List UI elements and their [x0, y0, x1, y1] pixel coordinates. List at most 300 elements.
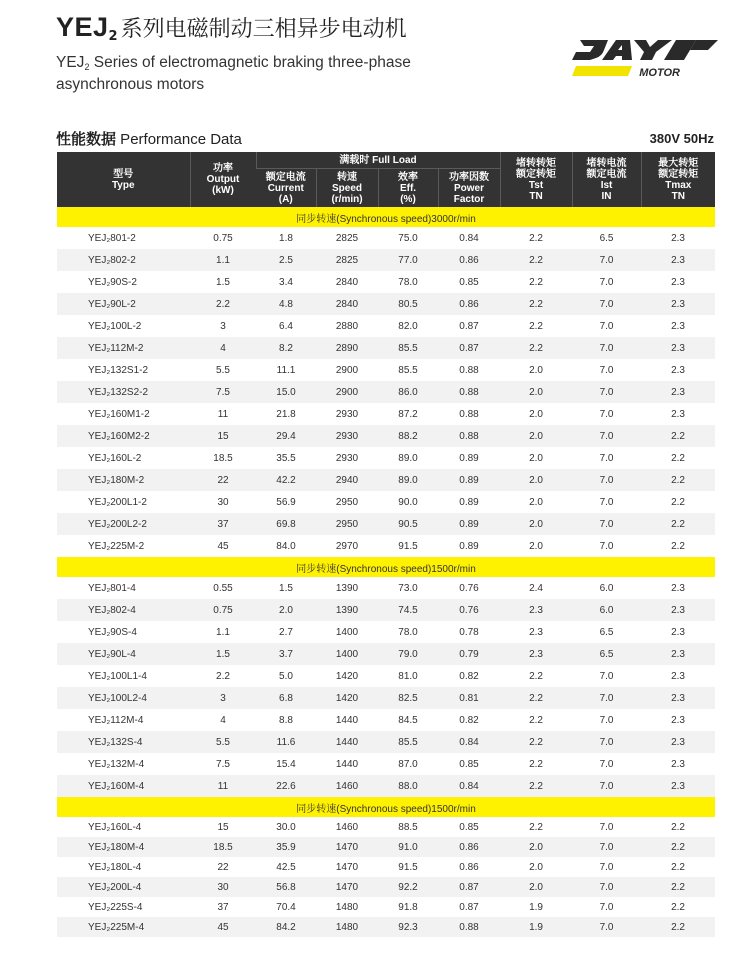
cell-ist-in: 7.0 — [599, 714, 614, 726]
cell-output: 3 — [190, 687, 256, 709]
cell-efficiency: 81.0 — [398, 670, 418, 682]
cell-model: YEJ₂225M-4 — [57, 917, 190, 937]
table-row — [57, 535, 715, 557]
cell-speed: 2900 — [335, 364, 359, 376]
cell-power-factor: 0.86 — [438, 249, 500, 271]
table-row — [57, 315, 715, 337]
cell-current: 42.5 — [276, 861, 296, 873]
table-row — [57, 775, 715, 797]
cell-output: 3 — [220, 320, 226, 332]
cell-efficiency: 80.5 — [378, 293, 438, 315]
cell-current: 4.8 — [256, 293, 316, 315]
cell-output: 37 — [190, 513, 256, 535]
cell-speed: 2930 — [335, 408, 359, 420]
cell-current: 69.8 — [256, 513, 316, 535]
cell-current: 11.6 — [256, 731, 316, 753]
cell-power-factor: 0.85 — [459, 821, 479, 833]
cell-tst-tn: 2.0 — [500, 469, 572, 491]
cell-output: 22 — [217, 861, 229, 873]
cell-tmax-tn: 2.3 — [641, 687, 715, 709]
cell-current: 42.2 — [256, 469, 316, 491]
cell-power-factor: 0.84 — [459, 232, 479, 244]
cell-tst-tn: 2.0 — [529, 496, 543, 508]
cell-efficiency: 73.0 — [398, 582, 418, 594]
cell-efficiency: 82.0 — [398, 320, 418, 332]
header-current: 额定电流 Current (A) — [256, 169, 316, 208]
cell-efficiency: 84.5 — [398, 714, 418, 726]
cell-model: YEJ₂802-2 — [57, 249, 190, 271]
cell-efficiency: 85.5 — [378, 731, 438, 753]
cell-ist-in: 6.5 — [599, 232, 614, 244]
cell-model: YEJ₂132S-4 — [57, 731, 190, 753]
cell-output: 30 — [217, 496, 229, 508]
cell-current: 21.8 — [276, 408, 296, 420]
cell-power-factor: 0.82 — [459, 714, 479, 726]
cell-tst-tn: 2.2 — [529, 714, 543, 726]
cell-ist-in: 7.0 — [572, 425, 641, 447]
cell-tst-tn: 2.3 — [500, 643, 572, 665]
table-row — [57, 897, 715, 917]
cell-tmax-tn: 2.3 — [671, 276, 685, 288]
cell-tmax-tn: 2.3 — [641, 337, 715, 359]
cell-tst-tn: 2.2 — [500, 293, 572, 315]
synchronous-speed-label: 同步转速(Synchronous speed)1500r/min — [57, 797, 715, 817]
cell-efficiency: 88.2 — [378, 425, 438, 447]
cell-ist-in: 7.0 — [572, 469, 641, 491]
cell-efficiency: 90.5 — [378, 513, 438, 535]
cell-tmax-tn: 2.2 — [671, 861, 685, 873]
section-header-row — [57, 207, 715, 227]
table-row — [57, 381, 715, 403]
cell-output: 1.1 — [216, 626, 230, 638]
table-row — [57, 917, 715, 937]
cell-tmax-tn: 2.2 — [641, 425, 715, 447]
cell-tst-tn: 2.2 — [500, 687, 572, 709]
cell-ist-in: 7.0 — [572, 513, 641, 535]
header-speed: 转速 Speed (r/min) — [316, 169, 378, 208]
cell-speed: 1470 — [316, 877, 378, 897]
cell-speed: 1440 — [335, 758, 359, 770]
cell-speed: 1400 — [335, 626, 359, 638]
cell-power-factor: 0.87 — [438, 877, 500, 897]
cell-current: 30.0 — [276, 821, 296, 833]
synchronous-speed-label: 同步转速(Synchronous speed)3000r/min — [57, 207, 715, 227]
cell-speed: 1440 — [316, 731, 378, 753]
cell-tmax-tn: 2.3 — [671, 714, 685, 726]
cell-model: YEJ₂90L-4 — [57, 643, 190, 665]
cell-ist-in: 6.5 — [599, 626, 614, 638]
cell-power-factor: 0.84 — [438, 731, 500, 753]
table-row — [57, 599, 715, 621]
cell-model: YEJ₂90S-4 — [88, 626, 137, 638]
cell-efficiency: 91.5 — [398, 540, 418, 552]
cell-efficiency: 85.5 — [398, 364, 418, 376]
table-row — [57, 817, 715, 837]
cell-output: 5.5 — [190, 731, 256, 753]
table-row — [57, 621, 715, 643]
cell-tst-tn: 2.0 — [500, 513, 572, 535]
cell-model: YEJ₂802-4 — [57, 599, 190, 621]
cell-efficiency: 82.5 — [378, 687, 438, 709]
table-row — [57, 447, 715, 469]
cell-tmax-tn: 2.3 — [671, 582, 685, 594]
cell-ist-in: 7.0 — [599, 670, 614, 682]
table-row — [57, 271, 715, 293]
cell-output: 1.5 — [190, 643, 256, 665]
cell-current: 35.9 — [256, 837, 316, 857]
cell-tst-tn: 1.9 — [529, 901, 543, 913]
cell-tst-tn: 2.2 — [500, 731, 572, 753]
cell-tmax-tn: 2.3 — [641, 731, 715, 753]
cell-tst-tn: 2.2 — [529, 670, 543, 682]
cell-current: 15.0 — [256, 381, 316, 403]
cell-tst-tn: 2.0 — [500, 837, 572, 857]
header-eff: 效率 Eff. (%) — [378, 169, 438, 208]
cell-power-factor: 0.88 — [438, 425, 500, 447]
cell-model: YEJ₂112M-4 — [88, 714, 144, 726]
cell-speed: 2825 — [335, 232, 359, 244]
cell-efficiency: 91.0 — [378, 837, 438, 857]
cell-ist-in: 7.0 — [572, 775, 641, 797]
cell-ist-in: 6.0 — [572, 599, 641, 621]
cell-model: YEJ₂200L-4 — [57, 877, 190, 897]
cell-output: 45 — [217, 540, 229, 552]
cell-output: 11 — [217, 408, 229, 420]
cell-speed: 2930 — [335, 452, 359, 464]
cell-efficiency: 79.0 — [378, 643, 438, 665]
cell-speed: 1400 — [316, 643, 378, 665]
cell-model: YEJ₂90L-2 — [57, 293, 190, 315]
cell-model: YEJ₂160M2-2 — [57, 425, 190, 447]
dayi-motor-logo — [572, 38, 718, 80]
cell-power-factor: 0.86 — [459, 861, 479, 873]
cell-output: 4 — [220, 714, 226, 726]
table-row — [57, 643, 715, 665]
cell-current: 5.0 — [279, 670, 293, 682]
cell-tmax-tn: 2.2 — [641, 917, 715, 937]
cell-output: 45 — [190, 917, 256, 937]
cell-ist-in: 7.0 — [599, 276, 614, 288]
cell-model: YEJ₂801-4 — [88, 582, 136, 594]
cell-efficiency: 92.2 — [378, 877, 438, 897]
cell-speed: 1390 — [335, 582, 359, 594]
cell-efficiency: 78.0 — [398, 276, 418, 288]
cell-speed: 2900 — [316, 381, 378, 403]
cell-tst-tn: 2.3 — [500, 599, 572, 621]
cell-efficiency: 92.3 — [378, 917, 438, 937]
cell-current: 56.8 — [256, 877, 316, 897]
cell-efficiency: 88.0 — [378, 775, 438, 797]
cell-ist-in: 7.0 — [572, 731, 641, 753]
cell-current: 29.4 — [256, 425, 316, 447]
cell-output: 0.75 — [213, 232, 233, 244]
cell-model: YEJ₂100L2-4 — [57, 687, 190, 709]
performance-table — [57, 152, 715, 937]
cell-model: YEJ₂200L2-2 — [57, 513, 190, 535]
table-row — [57, 359, 715, 381]
cell-tmax-tn: 2.2 — [641, 837, 715, 857]
cell-current: 1.5 — [279, 582, 293, 594]
cell-output: 4 — [190, 337, 256, 359]
cell-ist-in: 7.0 — [599, 408, 614, 420]
table-row — [57, 337, 715, 359]
cell-power-factor: 0.88 — [438, 381, 500, 403]
cell-efficiency: 87.0 — [398, 758, 418, 770]
cell-power-factor: 0.89 — [438, 469, 500, 491]
cell-tst-tn: 2.0 — [529, 452, 543, 464]
cell-tst-tn: 2.2 — [529, 232, 543, 244]
cell-power-factor: 0.86 — [438, 293, 500, 315]
cell-speed: 2950 — [316, 513, 378, 535]
cell-efficiency: 91.5 — [398, 861, 418, 873]
cell-output: 1.5 — [216, 276, 230, 288]
cell-power-factor: 0.85 — [459, 276, 479, 288]
cell-power-factor: 0.89 — [459, 540, 479, 552]
table-row — [57, 293, 715, 315]
cell-output: 18.5 — [213, 452, 233, 464]
cell-efficiency: 77.0 — [378, 249, 438, 271]
cell-tmax-tn: 2.3 — [671, 320, 685, 332]
cell-speed: 1470 — [316, 837, 378, 857]
cell-current: 3.7 — [256, 643, 316, 665]
cell-model: YEJ₂200L1-2 — [88, 496, 147, 508]
cell-model: YEJ₂160M-4 — [57, 775, 190, 797]
table-row — [57, 731, 715, 753]
cell-tmax-tn: 2.3 — [671, 232, 685, 244]
cell-efficiency: 87.2 — [398, 408, 418, 420]
cell-model: YEJ₂801-2 — [88, 232, 136, 244]
subtitle-line2: asynchronous motors — [56, 76, 205, 93]
cell-ist-in: 7.0 — [599, 861, 614, 873]
cell-output: 7.5 — [190, 381, 256, 403]
cell-ist-in: 7.0 — [572, 877, 641, 897]
table-row — [57, 665, 715, 687]
cell-tmax-tn: 2.3 — [641, 249, 715, 271]
header-tmax: 最大转矩 额定转矩 Tmax TN — [641, 152, 715, 207]
cell-speed: 2840 — [335, 276, 359, 288]
table-body — [57, 207, 715, 937]
cell-tmax-tn: 2.3 — [671, 364, 685, 376]
cell-current: 2.7 — [279, 626, 293, 638]
cell-tmax-tn: 2.3 — [641, 381, 715, 403]
cell-output: 5.5 — [216, 364, 230, 376]
cell-power-factor: 0.87 — [459, 320, 479, 332]
page-subtitle — [56, 54, 411, 94]
cell-model: YEJ₂100L-2 — [88, 320, 142, 332]
cell-model: YEJ₂132S1-2 — [88, 364, 149, 376]
cell-efficiency: 89.0 — [378, 469, 438, 491]
table-row — [57, 577, 715, 599]
cell-tst-tn: 2.0 — [500, 381, 572, 403]
cell-current: 8.2 — [256, 337, 316, 359]
table-row — [57, 227, 715, 249]
cell-tmax-tn: 2.3 — [671, 758, 685, 770]
cell-efficiency: 89.0 — [398, 452, 418, 464]
cell-output: 7.5 — [216, 758, 230, 770]
section-title-en: Performance Data — [116, 131, 242, 148]
cell-tst-tn: 2.2 — [500, 775, 572, 797]
cell-model: YEJ₂160L-2 — [88, 452, 142, 464]
cell-efficiency: 91.8 — [398, 901, 418, 913]
cell-current: 15.4 — [276, 758, 296, 770]
cell-current: 3.4 — [279, 276, 293, 288]
cell-tst-tn: 2.0 — [529, 408, 543, 420]
cell-model: YEJ₂132M-4 — [88, 758, 145, 770]
cell-tst-tn: 1.9 — [500, 917, 572, 937]
cell-current: 2.0 — [256, 599, 316, 621]
cell-speed: 1480 — [316, 917, 378, 937]
logo-motor-text: MOTOR — [639, 67, 680, 79]
cell-current: 6.4 — [279, 320, 293, 332]
cell-efficiency: 75.0 — [398, 232, 418, 244]
table-row — [57, 513, 715, 535]
cell-speed: 2840 — [316, 293, 378, 315]
cell-power-factor: 0.88 — [459, 364, 479, 376]
cell-ist-in: 7.0 — [572, 687, 641, 709]
cell-current: 2.5 — [256, 249, 316, 271]
cell-model: YEJ₂132S2-2 — [57, 381, 190, 403]
cell-output: 15 — [217, 821, 229, 833]
cell-tst-tn: 2.2 — [529, 276, 543, 288]
cell-model: YEJ₂225M-2 — [88, 540, 145, 552]
cell-tst-tn: 2.0 — [529, 364, 543, 376]
cell-current: 70.4 — [276, 901, 296, 913]
cell-output: 0.55 — [213, 582, 233, 594]
cell-tst-tn: 2.0 — [500, 877, 572, 897]
cell-model: YEJ₂160M1-2 — [88, 408, 150, 420]
cell-efficiency: 86.0 — [378, 381, 438, 403]
cell-power-factor: 0.78 — [459, 626, 479, 638]
table-row — [57, 837, 715, 857]
cell-power-factor: 0.89 — [459, 452, 479, 464]
cell-tmax-tn: 2.3 — [641, 775, 715, 797]
table-row — [57, 877, 715, 897]
cell-output: 37 — [217, 901, 229, 913]
cell-output: 18.5 — [190, 837, 256, 857]
cell-power-factor: 0.88 — [459, 408, 479, 420]
cell-speed: 2940 — [316, 469, 378, 491]
table-header — [57, 152, 715, 207]
cell-output: 22 — [190, 469, 256, 491]
cell-model: YEJ₂112M-2 — [57, 337, 190, 359]
section-title-zh: 性能数据 — [56, 130, 117, 148]
title-block — [56, 12, 411, 94]
cell-ist-in: 7.0 — [599, 821, 614, 833]
cell-tst-tn: 2.2 — [529, 320, 543, 332]
cell-ist-in: 7.0 — [572, 917, 641, 937]
cell-speed: 1460 — [335, 821, 359, 833]
cell-speed: 2825 — [316, 249, 378, 271]
cell-output: 30 — [190, 877, 256, 897]
cell-output: 2.2 — [190, 293, 256, 315]
cell-efficiency: 74.5 — [378, 599, 438, 621]
cell-tst-tn: 2.2 — [500, 337, 572, 359]
cell-tmax-tn: 2.2 — [671, 496, 685, 508]
table-row — [57, 425, 715, 447]
cell-speed: 1460 — [316, 775, 378, 797]
subtitle-model: YEJ — [56, 54, 85, 71]
cell-ist-in: 7.0 — [599, 320, 614, 332]
cell-model: YEJ₂100L1-4 — [88, 670, 147, 682]
cell-speed: 1390 — [316, 599, 378, 621]
cell-power-factor: 0.87 — [459, 901, 479, 913]
table-row — [57, 857, 715, 877]
cell-efficiency: 88.5 — [398, 821, 418, 833]
cell-tmax-tn: 2.3 — [641, 599, 715, 621]
cell-ist-in: 7.0 — [599, 452, 614, 464]
power-spec: 380V 50Hz — [649, 131, 714, 146]
cell-output: 11 — [190, 775, 256, 797]
cell-current: 22.6 — [256, 775, 316, 797]
cell-tmax-tn: 2.2 — [641, 469, 715, 491]
cell-model: YEJ₂180M-4 — [57, 837, 190, 857]
cell-tmax-tn: 2.3 — [641, 293, 715, 315]
cell-speed: 1440 — [335, 714, 359, 726]
header-type: 型号 Type — [57, 152, 190, 207]
header-tst: 堵转转矩 额定转矩 Tst TN — [500, 152, 572, 207]
cell-power-factor: 0.76 — [438, 599, 500, 621]
cell-current: 11.1 — [276, 364, 296, 376]
cell-tmax-tn: 2.3 — [671, 670, 685, 682]
subtitle-model-sub: 2 — [84, 62, 90, 72]
cell-tst-tn: 2.0 — [500, 425, 572, 447]
table-row — [57, 469, 715, 491]
cell-ist-in: 7.0 — [572, 337, 641, 359]
cell-tst-tn: 2.2 — [529, 758, 543, 770]
cell-ist-in: 7.0 — [599, 758, 614, 770]
cell-model: YEJ₂90S-2 — [88, 276, 137, 288]
cell-ist-in: 7.0 — [572, 249, 641, 271]
cell-output: 15 — [190, 425, 256, 447]
cell-current: 84.2 — [256, 917, 316, 937]
cell-model: YEJ₂160L-4 — [88, 821, 142, 833]
cell-speed: 2890 — [316, 337, 378, 359]
cell-ist-in: 6.0 — [599, 582, 614, 594]
cell-speed: 2970 — [335, 540, 359, 552]
cell-model: YEJ₂180M-2 — [57, 469, 190, 491]
cell-ist-in: 7.0 — [572, 293, 641, 315]
cell-power-factor: 0.82 — [459, 670, 479, 682]
table-row — [57, 687, 715, 709]
cell-tmax-tn: 2.3 — [671, 408, 685, 420]
cell-model: YEJ₂225S-4 — [88, 901, 143, 913]
synchronous-speed-label: 同步转速(Synchronous speed)1500r/min — [57, 557, 715, 577]
subtitle-line1: Series of electromagnetic braking three-phase — [89, 54, 411, 71]
section-header-row — [57, 797, 715, 817]
cell-tmax-tn: 2.2 — [641, 513, 715, 535]
cell-ist-in: 7.0 — [599, 901, 614, 913]
cell-efficiency: 90.0 — [398, 496, 418, 508]
section-title — [56, 128, 242, 149]
cell-tmax-tn: 2.2 — [671, 452, 685, 464]
table-row — [57, 403, 715, 425]
cell-tst-tn: 2.3 — [529, 626, 543, 638]
table-row — [57, 709, 715, 731]
cell-ist-in: 6.5 — [572, 643, 641, 665]
cell-ist-in: 7.0 — [599, 364, 614, 376]
cell-power-factor: 0.76 — [459, 582, 479, 594]
cell-ist-in: 7.0 — [572, 837, 641, 857]
cell-power-factor: 0.85 — [459, 758, 479, 770]
page-title — [56, 12, 411, 52]
section-header-row — [57, 557, 715, 577]
cell-power-factor: 0.88 — [438, 917, 500, 937]
cell-current: 35.5 — [276, 452, 296, 464]
cell-tst-tn: 2.0 — [529, 861, 543, 873]
cell-current: 56.9 — [276, 496, 296, 508]
cell-efficiency: 85.5 — [378, 337, 438, 359]
cell-current: 1.8 — [279, 232, 293, 244]
